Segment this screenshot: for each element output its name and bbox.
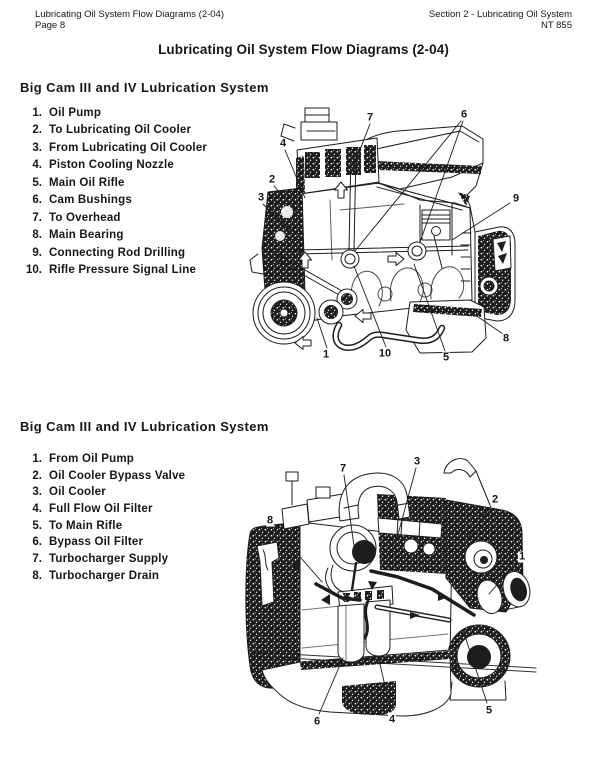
diagram-callout-number: 3: [257, 191, 265, 204]
legend-item-number: 10.: [26, 263, 42, 276]
section1-legend: [23, 105, 207, 279]
diagram-callout-number: 5: [485, 704, 493, 717]
legend-item-label: Full Flow Oil Filter: [49, 503, 153, 516]
engine-diagram-1-art: [240, 100, 607, 380]
diagram-callout-number: 4: [279, 137, 287, 150]
legend-item-number: 5.: [32, 519, 42, 532]
legend-item-number: 4.: [32, 159, 42, 172]
legend-item-number: 3.: [32, 141, 42, 154]
legend-item: [23, 192, 207, 209]
legend-item-label: Main Bearing: [49, 229, 124, 242]
legend-item: [23, 210, 207, 227]
legend-item-number: 8.: [32, 569, 42, 582]
engine-diagram-1: [240, 100, 607, 380]
diagram-callout-number: 7: [339, 462, 347, 475]
legend-item-number: 6.: [32, 194, 42, 207]
section-title: Section 2 - Lubricating Oil System: [428, 9, 572, 20]
diagram-callout-number: 8: [502, 332, 510, 345]
legend-item-label: Bypass Oil Filter: [49, 536, 144, 549]
legend-item-number: 9.: [32, 246, 42, 259]
legend-item-label: To Overhead: [49, 211, 121, 224]
engine-diagram-2-art: [235, 440, 607, 740]
diagram-callout-number: 7: [366, 111, 374, 124]
legend-item-number: 8.: [32, 229, 42, 242]
diagram-callout-number: 6: [313, 715, 321, 728]
diagram-callout-number: 4: [388, 713, 396, 726]
section1-heading: Big Cam III and IV Lubrication System: [20, 80, 269, 95]
legend-item-number: 3.: [32, 486, 42, 499]
diagram-callout-number: 3: [413, 455, 421, 468]
diagram-callout-number: 1: [322, 348, 330, 361]
legend-item: [23, 534, 185, 551]
page-number: Page 8: [35, 19, 66, 31]
legend-item-number: 1.: [32, 107, 42, 119]
section2-heading: Big Cam III and IV Lubrication System: [20, 419, 269, 434]
legend-item: [23, 122, 207, 139]
legend-item: [23, 175, 207, 192]
legend-item-label: Piston Cooling Nozzle: [49, 159, 174, 172]
legend-item: [23, 262, 207, 279]
legend-item-number: 4.: [32, 503, 42, 516]
legend-item-label: Rifle Pressure Signal Line: [49, 263, 197, 276]
legend-item: [23, 157, 207, 174]
legend-item: [23, 468, 185, 485]
legend-item-label: Connecting Rod Drilling: [49, 246, 186, 259]
legend-item-label: Turbocharger Drain: [49, 569, 160, 582]
engine-model: NT 855: [541, 19, 572, 31]
legend-item-label: Turbocharger Supply: [49, 553, 169, 566]
diagram-callout-number: 9: [512, 192, 520, 205]
legend-item-label: Oil Pump: [49, 107, 102, 119]
engine-diagram-2: [235, 440, 607, 740]
diagram-callout-number: 6: [460, 108, 468, 121]
legend-item-label: To Lubricating Oil Cooler: [49, 124, 192, 137]
page-title: Lubricating Oil System Flow Diagrams (2-04): [158, 42, 449, 57]
legend-item: [23, 518, 185, 535]
legend-item: [23, 551, 185, 568]
legend-item-number: 6.: [32, 536, 42, 549]
running-title: Lubricating Oil System Flow Diagrams (2-04): [35, 9, 225, 20]
legend-item: [23, 501, 185, 518]
header-right: [429, 10, 572, 31]
legend-item: [23, 245, 207, 262]
legend-item-label: To Main Rifle: [49, 519, 123, 532]
diagram-callout-number: 1: [518, 550, 526, 563]
legend-item: [23, 451, 185, 468]
legend-item: [23, 484, 185, 501]
legend-item-number: 2.: [32, 469, 42, 482]
legend-item-label: Oil Cooler: [49, 486, 106, 499]
diagram-callout-number: 2: [268, 173, 276, 186]
diagram-callout-number: 2: [491, 493, 499, 506]
legend-item: [23, 140, 207, 157]
section2-legend: [23, 451, 185, 585]
legend-item: [23, 568, 185, 585]
legend-item-label: Oil Cooler Bypass Valve: [49, 469, 186, 482]
legend-item-number: 7.: [32, 553, 42, 566]
legend-item-label: From Lubricating Oil Cooler: [49, 141, 208, 154]
legend-item-number: 2.: [32, 124, 42, 137]
diagram-callout-number: 10: [378, 347, 392, 360]
legend-item-label: Main Oil Rifle: [49, 176, 125, 189]
legend-item: [23, 227, 207, 244]
diagram-callout-number: 8: [266, 514, 274, 527]
header-left: [35, 10, 224, 31]
legend-item-number: 7.: [32, 211, 42, 224]
legend-item-label: Cam Bushings: [49, 194, 132, 207]
legend-item-number: 1.: [32, 453, 42, 465]
legend-item-number: 5.: [32, 176, 42, 189]
diagram-callout-number: 5: [442, 351, 450, 364]
legend-item: [23, 105, 207, 122]
legend-item-label: From Oil Pump: [49, 453, 135, 465]
